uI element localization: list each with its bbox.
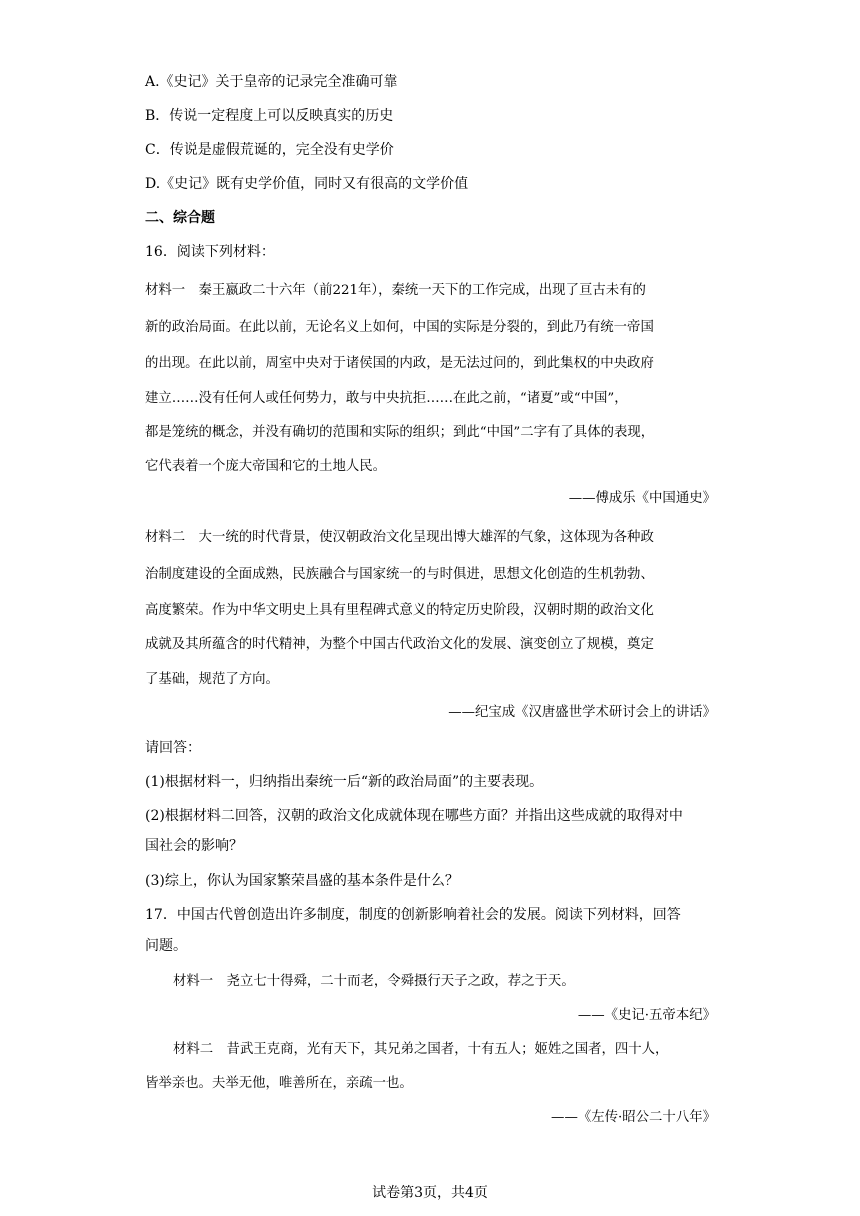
q16-sub1: (1)根据材料一，归纳指出秦统一后“新的政治局面”的主要表现。 <box>145 774 544 790</box>
q16-material1-line: 材料一 秦王嬴政二十六年（前221年），秦统一天下的工作完成，出现了亘古未有的 <box>145 283 646 298</box>
q16-material1-line: 新的政治局面。在此以前，无论名义上如何，中国的实际是分裂的，到此乃有统一帝国 <box>145 320 654 335</box>
q16-sub2-line: 国社会的影响？ <box>145 838 243 854</box>
q16-material2-line: 了基础，规范了方向。 <box>145 672 279 687</box>
option-a: A.《史记》关于皇帝的记录完全准确可靠 <box>145 74 398 90</box>
q16-material1-line: 的出现。在此以前，周室中央对于诸侯国的内政，是无法过问的，到此集权的中央政府 <box>145 356 654 371</box>
q17-prompt-line: 问题。 <box>145 938 187 954</box>
q17-prompt-line: 17．中国古代曾创造出许多制度，制度的创新影响着社会的发展。阅读下列材料，回答 <box>145 907 681 923</box>
q16-prompt: 16．阅读下列材料： <box>145 244 275 260</box>
option-b: B．传说一定程度上可以反映真实的历史 <box>145 108 394 124</box>
q16-material2-line: 治制度建设的全面成熟，民族融合与国家统一的与时俱进，思想文化创造的生机勃勃、 <box>145 567 654 582</box>
q17-material2-line: 皆举亲也。夫举无他，唯善所在，亲疏一也。 <box>145 1076 413 1091</box>
q16-ask: 请回答： <box>145 740 201 756</box>
q17-source1: ——《史记·五帝本纪》 <box>577 1008 716 1023</box>
q16-source2: ——纪宝成《汉唐盛世学术研讨会上的讲话》 <box>448 705 716 720</box>
option-d: D.《史记》既有史学价值，同时又有很高的文学价值 <box>145 176 469 192</box>
q16-material1-line: 建立……没有任何人或任何势力，敢与中央抗拒……在此之前，“诸夏”或“中国”， <box>145 391 628 406</box>
q16-source1: ——傅成乐《中国通史》 <box>568 491 716 506</box>
option-c: C．传说是虚假荒诞的，完全没有史学价 <box>145 142 394 158</box>
q16-material2-line: 高度繁荣。作为中华文明史上具有里程碑式意义的特定历史阶段，汉朝时期的政治文化 <box>145 603 654 618</box>
q17-material1: 材料一 尧立七十得舜，二十而老，令舜摄行天子之政，荐之于天。 <box>173 974 575 989</box>
page-footer: 试卷第3页，共4页 <box>372 1185 488 1201</box>
q16-material2-line: 材料二 大一统的时代背景，使汉朝政治文化呈现出博大雄浑的气象，这体现为各种政 <box>145 530 654 545</box>
q16-sub3: (3)综上，你认为国家繁荣昌盛的基本条件是什么？ <box>145 873 459 889</box>
q16-material1-line: 它代表着一个庞大帝国和它的土地人民。 <box>145 459 387 474</box>
q16-material2-line: 成就及其所蕴含的时代精神，为整个中国古代政治文化的发展、演变创立了规模，奠定 <box>145 637 654 652</box>
q17-material2-line: 材料二 昔武王克商，光有天下，其兄弟之国者，十有五人；姬姓之国者，四十人， <box>173 1042 669 1057</box>
q17-source2: ——《左传·昭公二十八年》 <box>551 1110 716 1125</box>
q16-material1-line: 都是笼统的概念，并没有确切的范围和实际的组织；到此“中国”二字有了具体的表现， <box>145 425 655 440</box>
q16-sub2-line: (2)根据材料二回答，汉朝的政治文化成就体现在哪些方面？并指出这些成就的取得对中 <box>145 808 683 824</box>
section-title: 二、综合题 <box>145 210 215 226</box>
